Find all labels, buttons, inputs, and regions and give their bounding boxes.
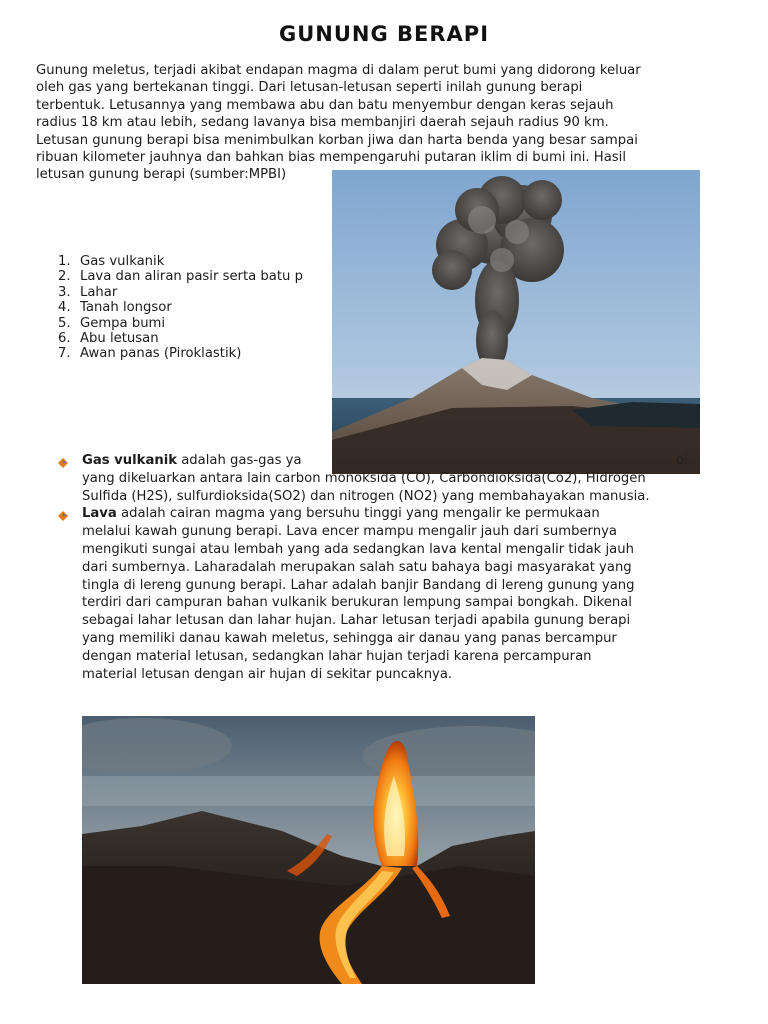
bullet-list [58,452,738,683]
page-title: GUNUNG BERAPI [278,22,490,46]
list-item [58,346,303,361]
gas-line2: yang dikeluarkan antara lain carbon monoksida (CO), Carbondioksida(Co2), Hidrogen [82,470,646,486]
gas-term: Gas vulkanik [82,453,178,468]
lava-line: material letusan dengan air hujan di sekitar puncaknya. [82,666,453,682]
bullet-lava [58,505,738,683]
intro-line: radius 18 km atau lebih, sedang lavanya bisa membanjiri daerah sejauh radius 90 km. [36,115,609,131]
intro-line: Letusan gunung berapi bisa menimbulkan korban jiwa dan harta benda yang besar sampai [36,132,638,148]
list-item [58,300,303,315]
list-item-text: Tanah longsor [80,300,172,316]
list-item [58,331,303,346]
list-number: 6. [58,331,71,347]
lava-line: dari sumbernya. Laharadalah merupakan salah satu bahaya bagi masyarakat yang [82,559,632,575]
intro-line: ribuan kilometer jauhnya dan bahkan bias mempengaruhi putaran iklim di bumi ini. Hasil [36,150,626,166]
hazard-list [58,254,303,362]
gas-line3: Sulfida (H2S), sulfurdioksida(SO2) dan nitrogen (NO2) yang membahayakan manusia. [82,488,650,504]
list-number: 2. [58,269,71,285]
list-item-text: Abu letusan [80,331,159,347]
lava-line: tingla di lereng gunung berapi. Lahar adalah banjir Bandang di lereng gunung yang [82,577,635,593]
bullet-gas [58,452,738,505]
list-number: 1. [58,254,71,269]
lava-line: terdiri dari campuran bahan vulkanik berukuran lempung sampai bongkah. Dikenal [82,595,632,611]
list-item-text: Gempa bumi [80,315,166,331]
intro-line: Gunung meletus, terjadi akibat endapan magma di dalam perut bumi yang didorong keluar [36,63,641,78]
list-item [58,316,303,331]
list-item [58,254,303,269]
lava-line: yang memiliki danau kawah meletus, sehingga air danau yang panas bercampur [82,630,617,646]
list-item-text: Gas vulkanik [80,254,165,269]
diamond-bullet-icon [58,509,68,519]
intro-line: oleh gas yang bertekanan tinggi. Dari letusan-letusan seperti inilah gunung berapi [36,80,583,96]
volcano-ash-photo [332,170,700,474]
list-item-text: Awan panas (Piroklastik) [80,346,242,362]
lava-line1: adalah cairan magma yang bersuhu tinggi yang mengalir ke permukaan [116,506,600,522]
list-item [58,269,303,284]
lava-line: melalui kawah gunung berapi. Lava encer mampu mengalir jauh dari sumbernya [82,524,617,540]
list-number: 7. [58,346,71,362]
lava-term: Lava [82,506,117,522]
list-item [58,285,303,300]
lava-eruption-photo [82,716,535,984]
bullet-line [82,452,738,470]
intro-line: terbentuk. Letusannya yang membawa abu dan batu menyembur dengan keras sejauh [36,97,614,113]
bullet-line [82,505,738,523]
list-number: 5. [58,315,71,331]
list-item-text: Lava dan aliran pasir serta batu p [80,269,303,285]
lava-line: sebagai lahar letusan dan lahar hujan. Lahar letusan terjadi apabila gunung berapi [82,613,631,629]
intro-paragraph [36,62,736,184]
gas-line1-tail: oi [676,453,688,468]
lava-line: dengan material letusan, sedangkan lahar hujan terjadi karena percampuran [82,648,592,664]
intro-line: letusan gunung berapi (sumber:MPBI) [36,167,287,183]
diamond-bullet-icon [58,456,68,466]
list-item-text: Lahar [80,284,118,300]
list-number: 3. [58,284,71,300]
lava-line: mengikuti sungai atau lembah yang ada sedangkan lava kental mengalir tidak jauh [82,541,634,557]
list-number: 4. [58,300,71,316]
gas-line1: adalah gas-gas ya [177,453,302,468]
